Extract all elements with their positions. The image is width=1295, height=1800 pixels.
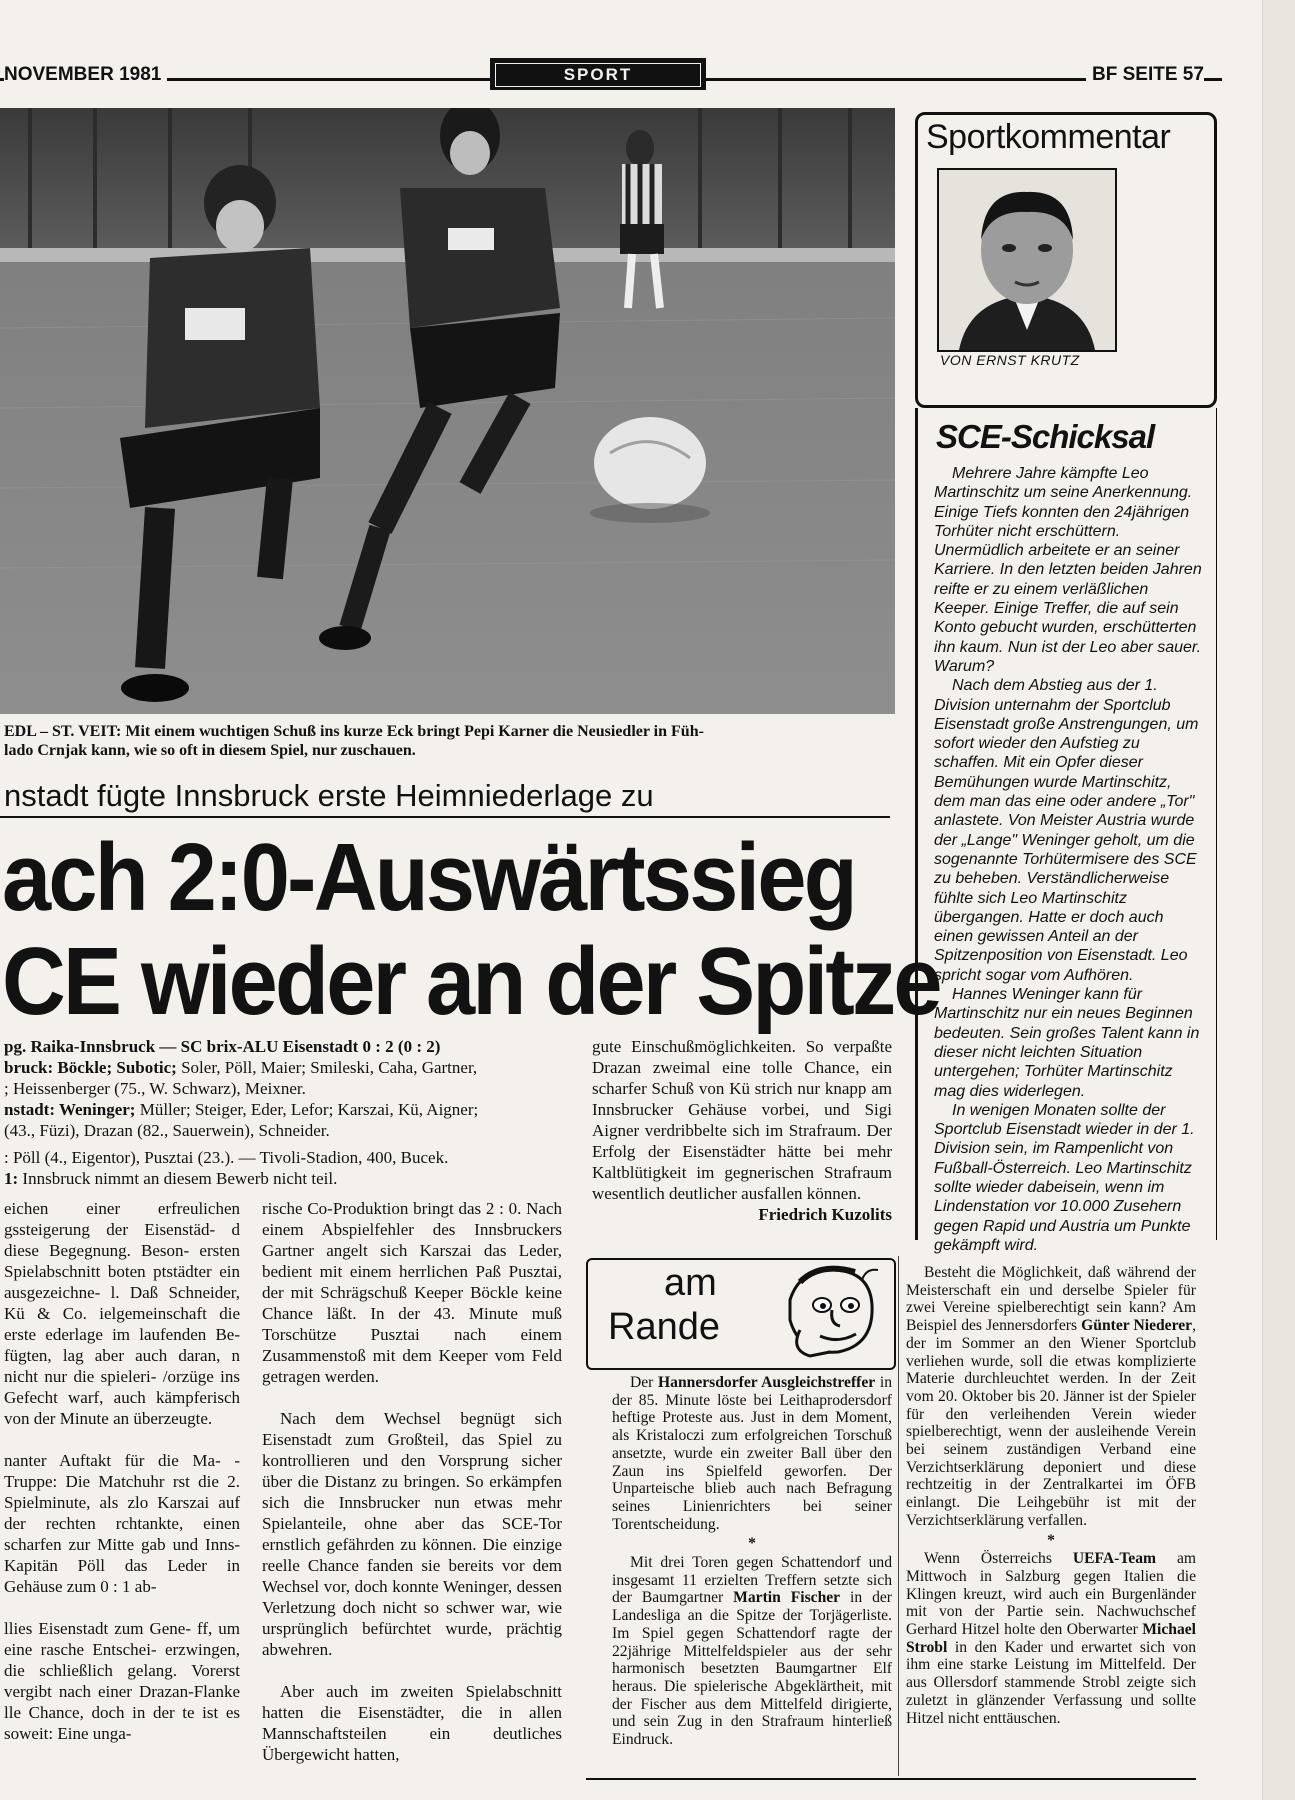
commentary-paragraph: Mehrere Jahre kämpfte Leo Martinschitz um seine Anerkennung. Einige Tiefs konnten den 24jährigen Torhüter nicht erschüttern. Unermüdlich arbeitete er an seiner Karriere. In den letzten beiden Jahren reifte er zu einem verläßlichen Keeper. Einige Treffer, die auf sein Konto gebucht wurden, erschütterten ihn kaum. Nun ist der Leo aber sauer. Warum? [934, 465, 1202, 675]
am-rande-title-am: am [664, 1262, 717, 1304]
lineup-rest: Soler, Pöll, Maier; Smileski, Caha, Gartner, [176, 1058, 478, 1077]
text-run-bold: Günter Niederer [1081, 1317, 1193, 1335]
am-rande-paragraph [906, 1264, 1196, 1530]
lineup-rest: (43., Füzi), Drazan (82., Sauerwein), Schneider. [4, 1121, 330, 1140]
kicker-rule [0, 816, 890, 818]
article-paragraph: nanter Auftakt für die Ma- -Truppe: Die Matchuhr rst die 2. Spielminute, als zlo Karszai auf der rechten rchtankte, einen scharfen zur Mitte gab und Inns- Kapitän Pöll das Leder in Gehäuse zum 0 : 1 ab- [4, 1451, 240, 1596]
am-rande-column [612, 1374, 892, 1749]
header-date: NOVEMBER 1981 [4, 64, 167, 86]
text-run: in den Kader und erwartet sich von ihm eine starke Leistung im Mittelfeld. Der aus Ollersdorf stammende Strobl zeigte sich zuletzt in glänzender Verfassung und sollte Hitzel nicht enttäuschen. [906, 1638, 1196, 1727]
article-column [592, 1036, 892, 1225]
lineup-line [4, 1036, 574, 1057]
article-paragraph: Aber auch im zweiten Spielabschnitt hatten die Eisenstädter, die in allen Mannschaftsteilen ein deutliches Übergewicht hatten, [262, 1682, 562, 1764]
lineup-lead: bruck: Böckle; Subotic; [4, 1058, 177, 1077]
lineup-lead: 1: [4, 1169, 19, 1188]
lineup-line [4, 1099, 574, 1120]
author-portrait-graphic [939, 170, 1115, 350]
text-run: in der 85. Minute löste bei Leithaprodersdorf heftige Proteste aus. Just in dem Moment, als Kristaloczi zum erfolgreichen Torschuß ansetzte, wurde ein zweiter Ball über den Zaun ins Spielfeld geworfen. Der Unparteische blieb auch nach Befragung seines Linienrichters bei seiner Torentscheidung. [612, 1374, 892, 1533]
lineup-rest: : Pöll (4., Eigentor), Pusztai (23.). — Tivoli-Stadion, 400, Bucek. [4, 1148, 449, 1167]
lineup-line [4, 1147, 574, 1168]
lineup-rest: Müller; Steiger, Eder, Lefor; Karszai, Kü, Aigner; [135, 1100, 479, 1119]
lineup-line [4, 1057, 574, 1078]
am-rande-paragraph [906, 1550, 1196, 1727]
lineup-rest: ; Heissenberger (75., W. Schwarz), Meixner. [4, 1079, 306, 1098]
text-run: Der [630, 1374, 659, 1391]
photo-caption-line: EDL – ST. VEIT: Mit einem wuchtigen Schuß ins kurze Eck bringt Pepi Karner die Neusiedler in Füh- [4, 723, 704, 740]
article-paragraph: rische Co-Produktion bringt das 2 : 0. Nach einem Abspielfehler des Innsbruckers Gartner angelt sich Karszai das Leder, bedient mit einem herrlichen Paß Pusztai, der mit Schrägschuß Keeper Böckle keine Chance läßt. In der 43. Minute muß Torschütze Pusztai nach einem Zusammenstoß mit dem Keeper vom Feld getragen werden. [262, 1199, 562, 1386]
match-photo [0, 108, 895, 714]
commentary-headline: SCE-Schicksal [936, 418, 1155, 455]
text-run: Besteht die Möglichkeit, daß während der Meisterschaft ein und derselbe Spieler für zwei Vereine spielberechtigt sein kann? Am Beispiel des Jennersdorfers [906, 1264, 1196, 1335]
article-paragraph: gute Einschußmöglichkeiten. So verpaßte Drazan zweimal eine tolle Chance, ein scharfer Schuß von Kü strich nur knapp am Innsbrucker Gehäuse vorbei, und Sigi Aigner verdribbelte sich im Strafraum. Der Erfolg der Eisenstädter hätte bei mehr Kaltblütigkeit im gegnerischen Strafraum wesentlich deutlicher ausfallen können. [592, 1037, 892, 1203]
cartoon-face-icon [760, 1260, 890, 1362]
lineup-rest: Innsbruck nimmt an diesem Bewerb nicht teil. [18, 1169, 338, 1188]
article-headline: CE wieder an der Spitze [2, 928, 940, 1035]
section-label-text: SPORT [495, 63, 701, 87]
text-run-bold: Martin Fischer [733, 1589, 841, 1607]
article-author: Friedrich Kuzolits [758, 1205, 892, 1224]
lineup-lead: pg. Raika-Innsbruck — SC brix-ALU Eisenstadt 0 : 2 (0 : 2) [4, 1037, 441, 1056]
text-run-bold: Michael Strobl [906, 1621, 1196, 1656]
article-paragraph: eichen einer erfreulichen gssteigerung der Eisenstäd- d diese Begegnung. Beson- ersten Spielabschnitt boten ptstädter ein ausgezeichne- l. Daß Schneider, Kü & Co. ielgemeinschaft die erste ederlage im laufenden Be- fügten, lag aber auch daran, n nicht nur die spieleri- /orzüge ins Gefecht warf, auch kämpferisch von der Minute an überzeugte. [4, 1199, 240, 1428]
article-paragraph: llies Eisenstadt zum Gene- ff, um eine rasche Entschei- erzwingen, die schließlich gelang. Vorerst vergibt nach einer Drazan-Flanke lle Chance, doch in der te ist es soweit: Eine unga- [4, 1619, 240, 1743]
photo-caption [4, 722, 896, 760]
page-number: BF SEITE 57 [1086, 64, 1204, 86]
separator-star: * [1047, 1531, 1055, 1549]
commentary-author: VON ERNST KRUTZ [940, 352, 1080, 368]
text-run: Mit drei Toren gegen Schattendorf und insgesamt 11 erzielten Treffern setzte sich der Baumgartner [612, 1554, 892, 1607]
am-rande-title-rande: Rande [608, 1306, 720, 1348]
am-rande-paragraph [612, 1374, 892, 1533]
article-column [262, 1198, 562, 1786]
author-portrait [937, 168, 1117, 352]
article-column [4, 1198, 240, 1765]
commentary-paragraph: Nach dem Abstieg aus der 1. Division unternahm der Sportclub Eisenstadt große Anstrengungen, um sofort wieder den Aufstieg zu schaffen. Mit ein Opfer dieser Bemühungen wurde Martinschitz, dem man das eine oder andere „Tor" anlastete. Von Meister Austria wurde der „Lange" Weninger geholt, um die sogenannte Torhütermisere des SCE zu beheben. Verständlicherweise fühlte sich Leo Martinschitz übergangen. Hatte er doch auch einen gewissen Anteil an der Spitzenposition von Eisenstadt. Leo spricht sogar vom Aufhören. [934, 677, 1199, 984]
section-label [490, 58, 706, 90]
am-rande-column [906, 1264, 1196, 1727]
text-run: , der im Sommer an den Wiener Sportclub verliehen wurde, soll die etwas komplizierte Materie durchleuchtet werden. In der Zeit vom 20. Oktober bis 20. Jänner ist der Spieler für den verleihenden Verein wieder spielberechtigt, wenn der ausleihende Verein bei seinem zuständigen Verband eine Verzichtserklärung deponiert und diese rechtzeitig in der Zentralkartei im ÖFB einlangt. Die Leihgebühr ist mit der Verzichtserklärung verfallen. [906, 1317, 1196, 1529]
text-run-bold: Hannersdorfer Ausgleichstreffer [658, 1374, 876, 1391]
lineup-line [4, 1120, 574, 1141]
photo-caption-line: lado Crnjak kann, wie so oft in diesem Spiel, nur zuschauen. [4, 742, 416, 759]
page-edge [1262, 0, 1295, 1800]
text-run: in der Landesliga an die Spitze der Torjägerliste. Im Spiel gegen Schattendorf ragte der 22jährige Mittelfeldspieler aus der sehr harmonisch besetzten Baumgartner Elf heraus. Die spielerische Abgeklärtheit, mit der Fischer aus dem Mittelfeld dirigierte, und sein Zug in den Strafraum hinterließ Eindruck. [612, 1589, 892, 1749]
article-kicker: nstadt fügte Innsbruck erste Heimniederlage zu [4, 778, 654, 813]
text-run: Wenn Österreichs [924, 1550, 1073, 1568]
match-photo-graphic [0, 108, 895, 714]
cartoon-face-graphic [760, 1260, 890, 1362]
commentary-paragraph: Hannes Weninger kann für Martinschitz nur ein neues Beginnen bedeuten. Sein großes Talent kann in dieser nicht leichten Situation untergehen; Torhüter Martinschitz mag dies widerlegen. [934, 986, 1200, 1100]
am-rande-paragraph [612, 1554, 892, 1749]
lineup-lead: nstadt: Weninger; [4, 1100, 136, 1119]
column-rule [898, 1256, 899, 1776]
text-run: am Mittwoch in Salzburg gegen Italien die Klingen kreuzt, wird auch ein Burgenländer mit von der Partie sein. Nachwuchschef Gerhard Hitzel holte den Oberwarter [906, 1550, 1196, 1639]
commentary-box-title: Sportkommentar [926, 118, 1171, 156]
article-headline: ach 2:0-Auswärtssieg [2, 824, 855, 931]
bottom-rule [586, 1778, 1196, 1780]
commentary-paragraph: In wenigen Monaten sollte der Sportclub Eisenstadt wieder in der 1. Division sein, im Rampenlicht von Fußball-Österreich. Leo Martinschitz sollte wieder dabeisein, wenn im Lindenstation vor 10.000 Zusehern gegen Rapid und Austria um Punkte gekämpft wird. [934, 1101, 1195, 1254]
match-lineup [4, 1036, 574, 1189]
commentary-body [934, 464, 1206, 1255]
separator-star: * [748, 1535, 756, 1553]
text-run-bold: UEFA-Team [1072, 1550, 1157, 1568]
lineup-line [4, 1168, 574, 1189]
lineup-line [4, 1078, 574, 1099]
article-paragraph: Nach dem Wechsel begnügt sich Eisenstadt zum Großteil, das Spiel zu kontrollieren und den Vorsprung sicher über die Distanz zu bringen. So erkämpfen sich die Innsbrucker nun etwas mehr Spielanteile, ohne aber das SCE-Tor ernstlich gefährden zu können. Die einzige reelle Chance fanden sie bereits vor dem Wechsel vor, doch konnte Weninger, dessen Verletzung doch nicht so schwer war, wie ursprünglich befürchtet wurde, prächtig abwehren. [262, 1409, 562, 1659]
